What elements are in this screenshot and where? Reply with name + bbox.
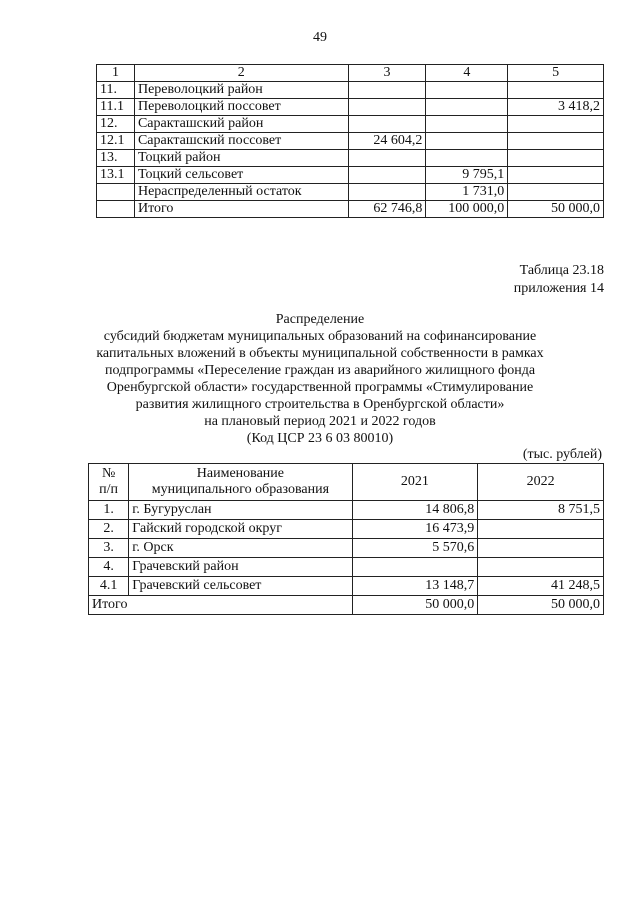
value-cell — [348, 116, 426, 133]
row-number: 4.1 — [89, 577, 129, 596]
value-cell: 100 000,0 — [426, 201, 508, 218]
value-2021: 13 148,7 — [352, 577, 478, 596]
row-name: Тоцкий район — [134, 150, 348, 167]
table-row — [89, 501, 604, 520]
units-label: (тыс. рублей) — [522, 447, 602, 462]
row-name: Саракташский район — [134, 116, 348, 133]
row-number — [97, 184, 135, 201]
header-name — [129, 464, 352, 501]
total-row — [89, 596, 604, 615]
continued-table — [96, 64, 604, 218]
row-number: 11. — [97, 82, 135, 99]
row-name: Тоцкий сельсовет — [134, 167, 348, 184]
row-name: Переволоцкий поссовет — [134, 99, 348, 116]
value-cell — [508, 167, 604, 184]
row-number: 2. — [89, 520, 129, 539]
subsidy-table — [88, 463, 604, 615]
row-name: Грачевский сельсовет — [129, 577, 352, 596]
value-cell — [348, 167, 426, 184]
row-number: 4. — [89, 558, 129, 577]
table-row — [97, 150, 604, 167]
caption-line: приложения 14 — [513, 281, 604, 296]
table-row — [97, 82, 604, 99]
header-text: № — [101, 466, 116, 481]
heading-line: Оренбургской области» государственной программы «Стимулирование — [106, 380, 534, 395]
value-2021 — [352, 558, 478, 577]
page-number: 49 — [313, 30, 327, 45]
value-cell: 9 795,1 — [426, 167, 508, 184]
table-row — [89, 539, 604, 558]
value-cell: 3 418,2 — [508, 99, 604, 116]
column-index: 2 — [134, 65, 348, 82]
heading-line: развития жилищного строительства в Оренбургской области» — [135, 397, 505, 412]
row-name: г. Орск — [129, 539, 352, 558]
row-name: Нераспределенный остаток — [134, 184, 348, 201]
value-cell — [348, 82, 426, 99]
header-text: п/п — [99, 482, 119, 497]
caption-line: Таблица 23.18 — [519, 263, 604, 278]
row-number: 3. — [89, 539, 129, 558]
row-name: Итого — [134, 201, 348, 218]
table-row — [89, 577, 604, 596]
heading-line: (Код ЦСР 23 6 03 80010) — [246, 431, 394, 446]
column-index: 1 — [97, 65, 135, 82]
value-2022: 41 248,5 — [478, 577, 604, 596]
value-cell: 50 000,0 — [508, 201, 604, 218]
row-number: 11.1 — [97, 99, 135, 116]
heading-title: Распределение — [275, 312, 365, 327]
value-cell — [426, 116, 508, 133]
section-heading — [60, 311, 580, 447]
row-number — [97, 201, 135, 218]
table-row — [97, 99, 604, 116]
heading-line: подпрограммы «Переселение граждан из аварийного жилищного фонда — [104, 363, 536, 378]
value-2022 — [478, 539, 604, 558]
heading-line: капитальных вложений в объекты муниципальной собственности в рамках — [96, 346, 544, 361]
row-number: 13.1 — [97, 167, 135, 184]
value-cell — [426, 133, 508, 150]
row-name: Переволоцкий район — [134, 82, 348, 99]
table-caption — [514, 262, 604, 298]
table-row — [89, 558, 604, 577]
value-cell: 62 746,8 — [348, 201, 426, 218]
value-2021: 5 570,6 — [352, 539, 478, 558]
header-number — [89, 464, 129, 501]
row-name: Грачевский район — [129, 558, 352, 577]
row-name: Гайский городской округ — [129, 520, 352, 539]
header-2021: 2021 — [352, 464, 478, 501]
total-label: Итого — [89, 596, 353, 615]
value-cell — [508, 116, 604, 133]
value-cell — [348, 99, 426, 116]
value-cell — [508, 184, 604, 201]
table-row — [97, 116, 604, 133]
table-row — [97, 133, 604, 150]
table-row — [89, 520, 604, 539]
value-cell — [508, 82, 604, 99]
value-2022 — [478, 520, 604, 539]
value-cell — [508, 150, 604, 167]
table-row — [97, 184, 604, 201]
value-cell — [426, 99, 508, 116]
column-index: 5 — [508, 65, 604, 82]
table-row — [97, 167, 604, 184]
column-index-row — [97, 65, 604, 82]
value-cell: 24 604,2 — [348, 133, 426, 150]
value-cell — [426, 82, 508, 99]
header-text: муниципального образования — [151, 482, 330, 497]
value-2021: 14 806,8 — [352, 501, 478, 520]
value-cell — [348, 184, 426, 201]
row-name: Саракташский поссовет — [134, 133, 348, 150]
row-number: 1. — [89, 501, 129, 520]
value-cell: 1 731,0 — [426, 184, 508, 201]
row-number: 12.1 — [97, 133, 135, 150]
header-2022: 2022 — [478, 464, 604, 501]
row-number: 12. — [97, 116, 135, 133]
heading-line: на плановый период 2021 и 2022 годов — [204, 414, 436, 429]
value-cell — [508, 133, 604, 150]
value-2021: 16 473,9 — [352, 520, 478, 539]
heading-line: субсидий бюджетам муниципальных образований на софинансирование — [103, 329, 537, 344]
column-index: 4 — [426, 65, 508, 82]
total-2021: 50 000,0 — [352, 596, 478, 615]
row-name: г. Бугуруслан — [129, 501, 352, 520]
column-index: 3 — [348, 65, 426, 82]
header-text: Наименование — [196, 466, 284, 481]
value-cell — [426, 150, 508, 167]
value-cell — [348, 150, 426, 167]
header-row — [89, 464, 604, 501]
row-number: 13. — [97, 150, 135, 167]
value-2022 — [478, 558, 604, 577]
total-2022: 50 000,0 — [478, 596, 604, 615]
value-2022: 8 751,5 — [478, 501, 604, 520]
total-row — [97, 201, 604, 218]
